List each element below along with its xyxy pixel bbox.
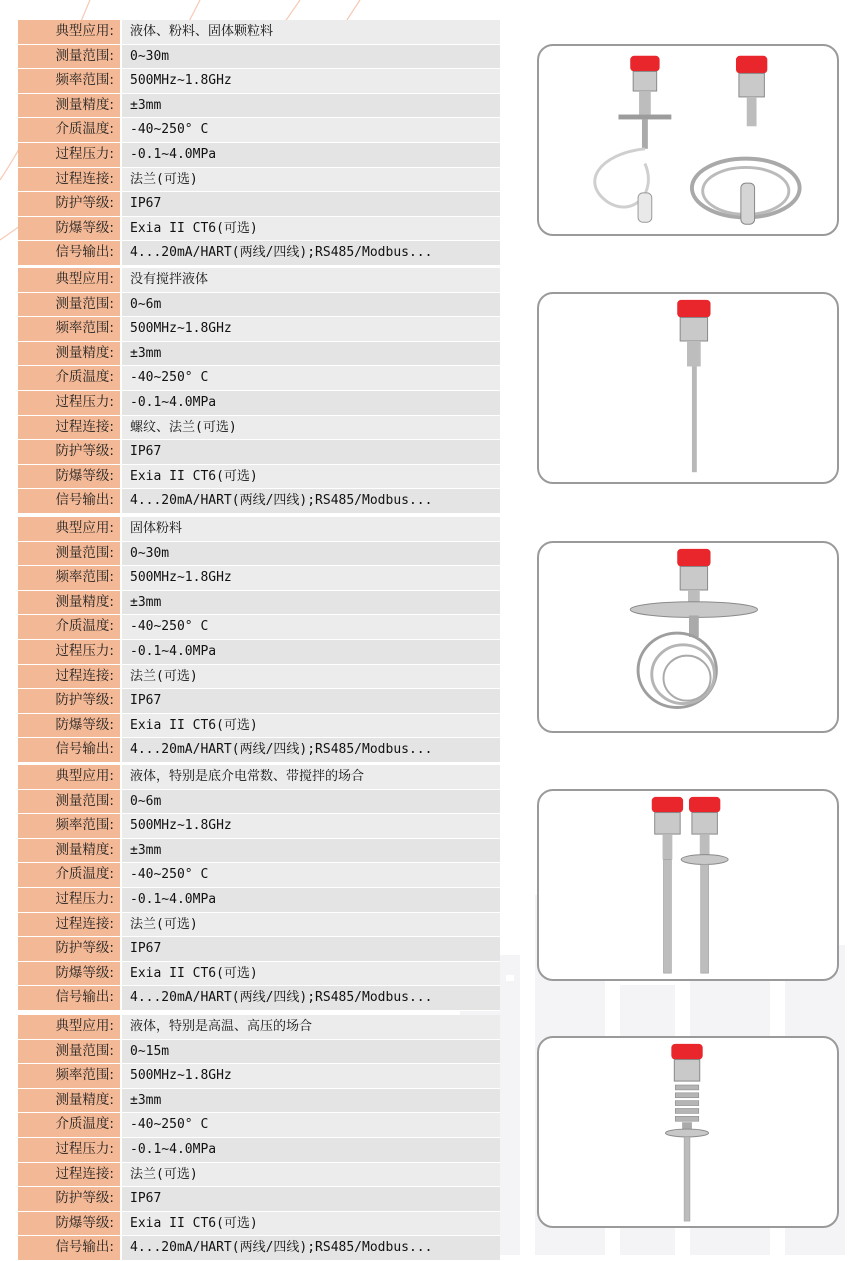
spec-value: 0~6m: [120, 790, 500, 814]
spec-table-4: [18, 765, 500, 1011]
spec-value: 0~15m: [120, 1040, 500, 1064]
spec-label: 频率范围:: [18, 69, 120, 93]
spec-value: 500MHz~1.8GHz: [120, 317, 500, 341]
spec-row-frequency: [18, 317, 500, 342]
spec-label: 频率范围:: [18, 814, 120, 838]
product-image-2: [537, 292, 839, 484]
spec-row-explosion: [18, 217, 500, 242]
spec-row-frequency: [18, 814, 500, 839]
spec-value: ±3mm: [120, 342, 500, 366]
radar-level-gauge-flange-cable-image: [539, 543, 837, 731]
spec-row-connection: [18, 1163, 500, 1188]
spec-label: 测量精度:: [18, 591, 120, 615]
spec-label: 过程连接:: [18, 1163, 120, 1187]
spec-value: 没有搅拌液体: [120, 268, 500, 292]
spec-value: -0.1~4.0MPa: [120, 143, 500, 167]
spec-label: 防护等级:: [18, 689, 120, 713]
spec-value: ±3mm: [120, 94, 500, 118]
spec-label: 过程连接:: [18, 913, 120, 937]
spec-row-connection: [18, 416, 500, 441]
spec-row-protection: [18, 192, 500, 217]
spec-label: 防护等级:: [18, 440, 120, 464]
spec-row-pressure: [18, 143, 500, 168]
spec-value: 螺纹、法兰(可选): [120, 416, 500, 440]
spec-value: ±3mm: [120, 1089, 500, 1113]
spec-table-5: [18, 1015, 500, 1261]
spec-row-protection: [18, 1187, 500, 1212]
spec-value: ±3mm: [120, 839, 500, 863]
spec-row-range: [18, 790, 500, 815]
spec-row-connection: [18, 665, 500, 690]
spec-value: -40~250° C: [120, 1113, 500, 1137]
spec-label: 过程压力:: [18, 888, 120, 912]
spec-value: -40~250° C: [120, 615, 500, 639]
spec-row-protection: [18, 937, 500, 962]
spec-value: 0~30m: [120, 542, 500, 566]
spec-row-frequency: [18, 566, 500, 591]
spec-label: 过程压力:: [18, 1138, 120, 1162]
spec-value: -0.1~4.0MPa: [120, 1138, 500, 1162]
spec-row-application: [18, 765, 500, 790]
spec-value: -0.1~4.0MPa: [120, 640, 500, 664]
spec-value: 4...20mA/HART(两线/四线);RS485/Modbus...: [120, 489, 500, 513]
product-image-1: [537, 44, 839, 236]
spec-label: 测量范围:: [18, 45, 120, 69]
spec-label: 测量范围:: [18, 293, 120, 317]
spec-value: 500MHz~1.8GHz: [120, 1064, 500, 1088]
spec-row-explosion: [18, 1212, 500, 1237]
spec-table-2: [18, 268, 500, 514]
spec-value: 法兰(可选): [120, 913, 500, 937]
radar-level-gauge-high-temp-image: [539, 1038, 837, 1226]
spec-row-protection: [18, 689, 500, 714]
spec-value: 法兰(可选): [120, 665, 500, 689]
spec-row-output: [18, 241, 500, 266]
spec-row-accuracy: [18, 591, 500, 616]
spec-value: 500MHz~1.8GHz: [120, 814, 500, 838]
spec-label: 防爆等级:: [18, 465, 120, 489]
spec-value: -40~250° C: [120, 118, 500, 142]
spec-row-pressure: [18, 640, 500, 665]
spec-row-temperature: [18, 1113, 500, 1138]
spec-value: 500MHz~1.8GHz: [120, 69, 500, 93]
spec-label: 典型应用:: [18, 517, 120, 541]
spec-value: IP67: [120, 1187, 500, 1211]
spec-label: 介质温度:: [18, 863, 120, 887]
spec-row-accuracy: [18, 94, 500, 119]
spec-label: 过程压力:: [18, 143, 120, 167]
spec-row-explosion: [18, 465, 500, 490]
spec-value: IP67: [120, 689, 500, 713]
spec-row-explosion: [18, 714, 500, 739]
radar-level-gauge-rod-image: [539, 294, 837, 482]
spec-value: Exia II CT6(可选): [120, 962, 500, 986]
spec-row-connection: [18, 168, 500, 193]
spec-label: 信号输出:: [18, 489, 120, 513]
spec-row-output: [18, 489, 500, 514]
spec-value: -0.1~4.0MPa: [120, 888, 500, 912]
spec-label: 防爆等级:: [18, 714, 120, 738]
spec-label: 典型应用:: [18, 20, 120, 44]
spec-label: 防爆等级:: [18, 962, 120, 986]
spec-label: 过程压力:: [18, 640, 120, 664]
spec-row-temperature: [18, 118, 500, 143]
spec-value: 0~6m: [120, 293, 500, 317]
spec-row-temperature: [18, 615, 500, 640]
spec-value: 固体粉料: [120, 517, 500, 541]
spec-label: 测量范围:: [18, 790, 120, 814]
spec-row-range: [18, 542, 500, 567]
spec-value: 液体、粉料、固体颗粒料: [120, 20, 500, 44]
spec-label: 测量范围:: [18, 1040, 120, 1064]
spec-row-application: [18, 517, 500, 542]
spec-value: -0.1~4.0MPa: [120, 391, 500, 415]
spec-label: 测量范围:: [18, 542, 120, 566]
spec-label: 过程连接:: [18, 168, 120, 192]
spec-label: 频率范围:: [18, 566, 120, 590]
spec-value: IP67: [120, 192, 500, 216]
spec-label: 测量精度:: [18, 839, 120, 863]
spec-table-1: [18, 20, 500, 266]
spec-label: 防护等级:: [18, 937, 120, 961]
spec-row-pressure: [18, 1138, 500, 1163]
spec-label: 过程连接:: [18, 416, 120, 440]
spec-label: 防护等级:: [18, 1187, 120, 1211]
spec-label: 典型应用:: [18, 765, 120, 789]
product-image-3: [537, 541, 839, 733]
spec-value: 法兰(可选): [120, 1163, 500, 1187]
spec-value: ±3mm: [120, 591, 500, 615]
spec-label: 典型应用:: [18, 1015, 120, 1039]
spec-row-temperature: [18, 863, 500, 888]
spec-value: 4...20mA/HART(两线/四线);RS485/Modbus...: [120, 1236, 500, 1260]
spec-row-pressure: [18, 888, 500, 913]
spec-label: 过程压力:: [18, 391, 120, 415]
spec-row-range: [18, 1040, 500, 1065]
spec-value: 液体，特别是高温、高压的场合: [120, 1015, 500, 1039]
spec-row-explosion: [18, 962, 500, 987]
spec-label: 防护等级:: [18, 192, 120, 216]
spec-row-accuracy: [18, 839, 500, 864]
spec-value: -40~250° C: [120, 366, 500, 390]
spec-value: -40~250° C: [120, 863, 500, 887]
spec-value: Exia II CT6(可选): [120, 217, 500, 241]
spec-value: 500MHz~1.8GHz: [120, 566, 500, 590]
spec-value: Exia II CT6(可选): [120, 714, 500, 738]
spec-row-range: [18, 293, 500, 318]
spec-label: 防爆等级:: [18, 217, 120, 241]
spec-label: 信号输出:: [18, 1236, 120, 1260]
spec-label: 过程连接:: [18, 665, 120, 689]
spec-row-application: [18, 20, 500, 45]
spec-row-application: [18, 1015, 500, 1040]
spec-label: 介质温度:: [18, 366, 120, 390]
spec-row-output: [18, 1236, 500, 1261]
spec-label: 信号输出:: [18, 241, 120, 265]
spec-label: 防爆等级:: [18, 1212, 120, 1236]
spec-value: Exia II CT6(可选): [120, 465, 500, 489]
spec-row-output: [18, 986, 500, 1011]
spec-label: 介质温度:: [18, 615, 120, 639]
spec-label: 典型应用:: [18, 268, 120, 292]
spec-row-frequency: [18, 69, 500, 94]
spec-row-frequency: [18, 1064, 500, 1089]
spec-row-accuracy: [18, 1089, 500, 1114]
spec-label: 频率范围:: [18, 1064, 120, 1088]
spec-row-output: [18, 738, 500, 763]
spec-value: IP67: [120, 440, 500, 464]
spec-row-connection: [18, 913, 500, 938]
spec-label: 介质温度:: [18, 1113, 120, 1137]
spec-label: 信号输出:: [18, 738, 120, 762]
spec-value: IP67: [120, 937, 500, 961]
spec-label: 频率范围:: [18, 317, 120, 341]
spec-table-3: [18, 517, 500, 763]
spec-label: 测量精度:: [18, 1089, 120, 1113]
spec-row-application: [18, 268, 500, 293]
product-image-5: [537, 1036, 839, 1228]
product-image-4: [537, 789, 839, 981]
spec-row-range: [18, 45, 500, 70]
spec-value: 4...20mA/HART(两线/四线);RS485/Modbus...: [120, 986, 500, 1010]
spec-value: 4...20mA/HART(两线/四线);RS485/Modbus...: [120, 738, 500, 762]
spec-value: 0~30m: [120, 45, 500, 69]
spec-value: 法兰(可选): [120, 168, 500, 192]
spec-row-protection: [18, 440, 500, 465]
radar-level-gauge-coaxial-image: [539, 791, 837, 979]
spec-label: 测量精度:: [18, 94, 120, 118]
spec-label: 测量精度:: [18, 342, 120, 366]
spec-label: 介质温度:: [18, 118, 120, 142]
spec-row-accuracy: [18, 342, 500, 367]
spec-row-pressure: [18, 391, 500, 416]
spec-row-temperature: [18, 366, 500, 391]
spec-value: 液体，特别是底介电常数、带搅拌的场合: [120, 765, 500, 789]
radar-level-gauge-cable-image: [539, 46, 837, 234]
spec-value: 4...20mA/HART(两线/四线);RS485/Modbus...: [120, 241, 500, 265]
spec-label: 信号输出:: [18, 986, 120, 1010]
spec-value: Exia II CT6(可选): [120, 1212, 500, 1236]
